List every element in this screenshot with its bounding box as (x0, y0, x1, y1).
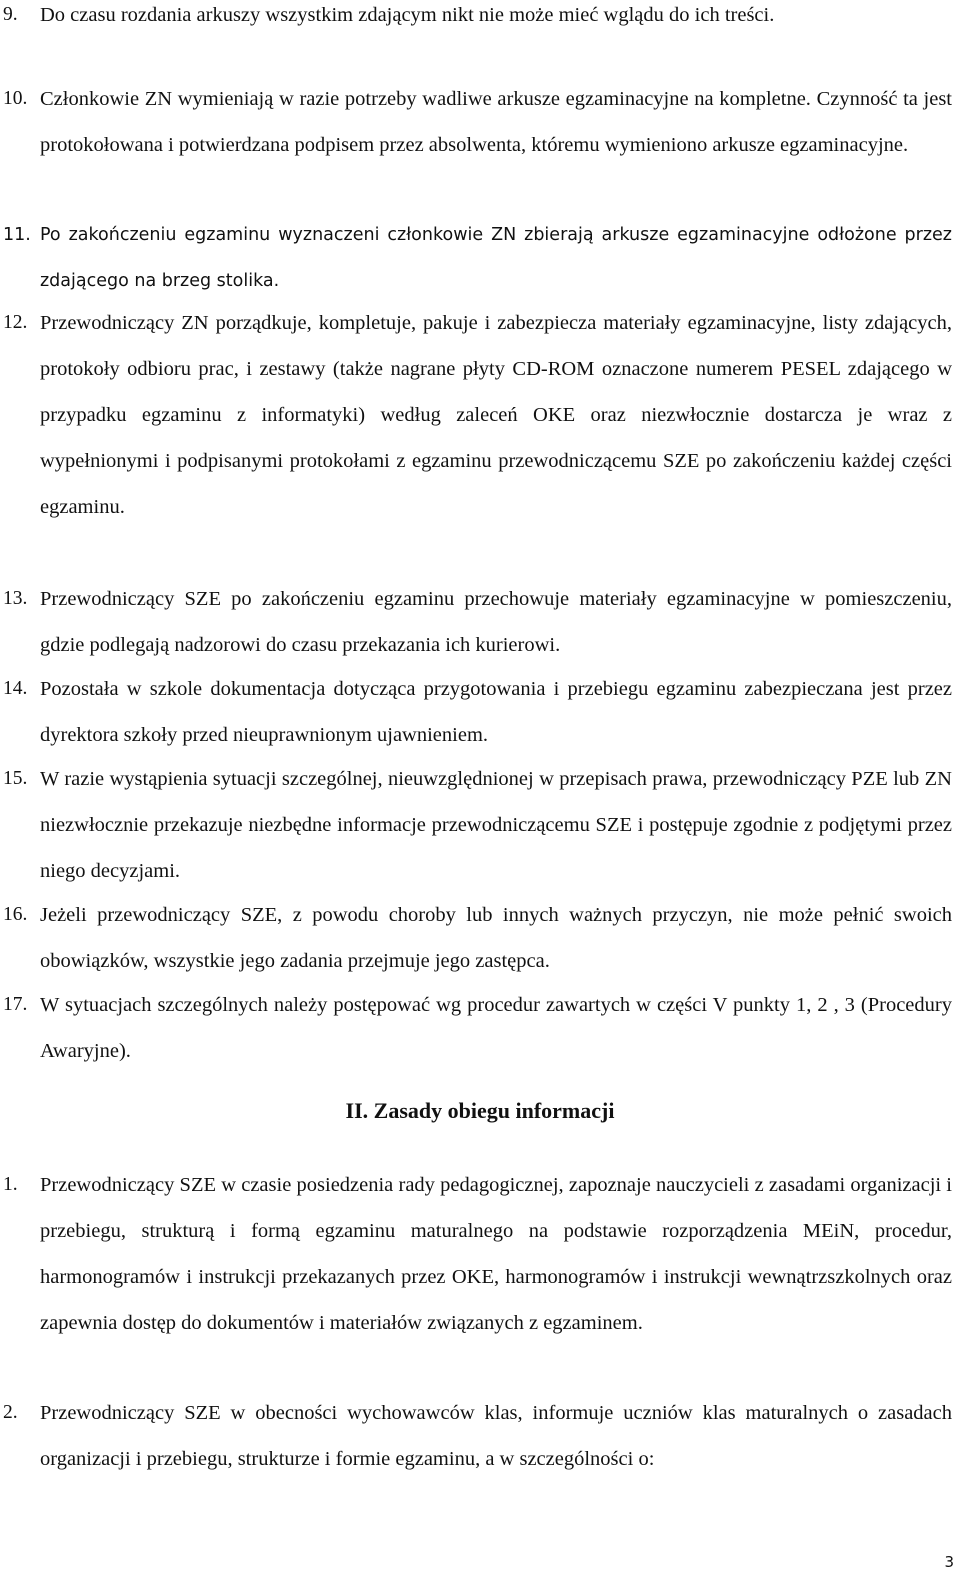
list-item (0, 576, 952, 668)
item-text: Pozostała w szkole dokumentacja dotycząca przygotowania i przebiegu egzaminu zabezpieczana jest przez dyrektora szkoły przed nieuprawnionym ujawnieniem. (40, 678, 952, 746)
list-item (0, 982, 952, 1074)
page-number: 3 (944, 1553, 954, 1571)
item-number: 16. (3, 904, 28, 925)
item-number: 1. (3, 1174, 18, 1195)
item-number: 9. (3, 4, 18, 25)
item-number: 10. (3, 88, 28, 109)
item-number: 12. (3, 312, 28, 333)
list-item (0, 0, 952, 38)
list-item (0, 892, 952, 984)
item-number: 14. (3, 678, 28, 699)
item-text: W sytuacjach szczególnych należy postępować wg procedur zawartych w części V punkty 1, 2 , 3 (Procedury Awaryjne). (40, 994, 952, 1062)
item-number: 11. (3, 225, 31, 245)
item-text: Do czasu rozdania arkuszy wszystkim zdającym nikt nie może mieć wglądu do ich treści. (40, 4, 775, 26)
item-text: Członkowie ZN wymieniają w razie potrzeby wadliwe arkusze egzaminacyjne na kompletne. Czynność ta jest protokołowana i potwierdzana podpisem przez absolwenta, któremu wymieniono arkusze egzaminacyjne. (40, 88, 952, 156)
item-text: Przewodniczący SZE w czasie posiedzenia rady pedagogicznej, zapoznaje nauczycieli z zasadami organizacji i przebiegu, strukturą i formą egzaminu maturalnego na podstawie rozporządzenia MEiN, procedur, harmonogramów i instrukcji przekazanych przez OKE, harmonogramów i instrukcji wewnątrzszkolnych oraz zapewnia dostęp do dokumentów i materiałów związanych z egzaminem. (40, 1174, 952, 1334)
item-number: 2. (3, 1402, 18, 1423)
item-text: Jeżeli przewodniczący SZE, z powodu choroby lub innych ważnych przyczyn, nie może pełnić swoich obowiązków, wszystkie jego zadania przejmuje jego zastępca. (40, 904, 952, 972)
list-item (0, 1390, 952, 1482)
list-item (0, 212, 952, 304)
item-text: Przewodniczący ZN porządkuje, kompletuje, pakuje i zabezpiecza materiały egzaminacyjne, listy zdających, protokoły odbioru prac, i zestawy (także nagrane płyty CD-ROM oznaczone numerem PESEL zdającego w przypadku egzaminu z informatyki) według zaleceń OKE oraz niezwłocznie dostarcza je wraz z wypełnionymi i podpisanymi protokołami z egzaminu przewodniczącemu SZE po zakończeniu każdej części egzaminu. (40, 312, 952, 518)
item-text: Przewodniczący SZE po zakończeniu egzaminu przechowuje materiały egzaminacyjne w pomieszczeniu, gdzie podlegają nadzorowi do czasu przekazania ich kurierowi. (40, 588, 952, 656)
list-item (0, 1162, 952, 1346)
item-text: Po zakończeniu egzaminu wyznaczeni członkowie ZN zbierają arkusze egzaminacyjne odłożone przez zdającego na brzeg stolika. (40, 225, 952, 291)
item-text: Przewodniczący SZE w obecności wychowawców klas, informuje uczniów klas maturalnych o zasadach organizacji i przebiegu, strukturze i formie egzaminu, a w szczególności o: (40, 1402, 952, 1470)
list-item (0, 666, 952, 758)
item-number: 17. (3, 994, 28, 1015)
list-item (0, 76, 952, 168)
item-number: 13. (3, 588, 28, 609)
section-heading: II. Zasady obiegu informacji (345, 1098, 615, 1123)
list-item (0, 300, 952, 530)
item-number: 15. (3, 768, 28, 789)
list-item (0, 756, 952, 894)
item-text: W razie wystąpienia sytuacji szczególnej, nieuwzględnionej w przepisach prawa, przewodniczący PZE lub ZN niezwłocznie przekazuje niezbędne informacje przewodniczącemu SZE i postępuje zgodnie z podjętymi przez niego decyzjami. (40, 768, 952, 882)
